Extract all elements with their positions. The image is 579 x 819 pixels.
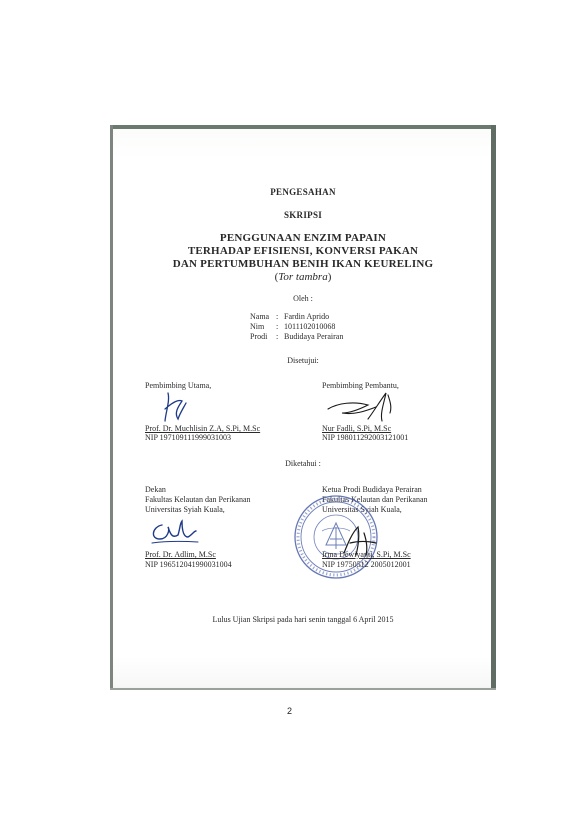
author-nim-row: [250, 322, 335, 332]
dean-signature-icon: [148, 517, 200, 547]
species-close-paren: ): [327, 271, 332, 283]
scan-edge-top: [110, 125, 496, 129]
species-line: [110, 271, 496, 284]
assistant-supervisor-role: Pembimbing Pembantu,: [322, 381, 399, 390]
species-name: Tor tambra: [278, 271, 328, 283]
dean-faculty: Fakultas Kelautan dan Perikanan: [145, 495, 251, 504]
dean-nip: NIP 196512041990031004: [145, 560, 232, 569]
program-head-faculty: Fakultas Kelautan dan Perikanan: [322, 495, 428, 504]
approved-label: Disetujui:: [287, 356, 319, 365]
author-name-row: [250, 312, 329, 322]
dean-university: Universitas Syiah Kuala,: [145, 505, 225, 514]
program-head-nip: NIP 19750512 2005012001: [322, 560, 411, 569]
program-head-role: Ketua Prodi Budidaya Perairan: [322, 485, 422, 494]
assistant-supervisor-name: Nur Fadli, S.Pi, M.Sc: [322, 424, 392, 433]
main-supervisor-signature-icon: [160, 389, 190, 425]
author-prodi-row: [250, 332, 343, 342]
dean-role: Dekan: [145, 485, 166, 494]
author-nim-colon: :: [276, 322, 279, 331]
by-label: Oleh :: [293, 294, 313, 303]
author-name-value: Fardin Aprido: [284, 312, 330, 321]
author-prodi-value: Budidaya Perairan: [284, 332, 344, 341]
dean-name: Prof. Dr. Adlim, M.Sc: [145, 550, 216, 559]
heading-skripsi: SKRIPSI: [283, 210, 323, 220]
author-nim-label: Nim: [250, 322, 265, 331]
main-supervisor-nip: NIP 197109111999031003: [145, 433, 231, 442]
scan-edge-bottom: [110, 688, 496, 690]
exam-note: Lulus Ujian Skripsi pada hari senin tanggal 6 April 2015: [212, 615, 394, 624]
species-open-paren: (: [274, 271, 279, 283]
assistant-supervisor-signature-icon: [324, 387, 404, 429]
program-head-university: Universitas Syiah Kuala,: [322, 505, 402, 514]
program-head-name: Irma Dewiyanti, S.Pi, M.Sc: [322, 550, 411, 559]
assistant-supervisor-nip: NIP 198011292003121001: [322, 433, 409, 442]
author-nim-value: 1011102010068: [284, 322, 336, 331]
scanned-page: [110, 125, 496, 690]
title-line-3: DAN PERTUMBUHAN BENIH IKAN KEURELING: [172, 258, 434, 270]
author-prodi-label: Prodi: [250, 332, 268, 341]
author-name-colon: :: [276, 312, 279, 321]
author-prodi-colon: :: [276, 332, 279, 341]
acknowledged-label: Diketahui :: [285, 459, 321, 468]
page-number: 2: [286, 706, 292, 716]
title-line-1: PENGGUNAAN ENZIM PAPAIN: [219, 232, 387, 244]
heading-pengesahan: PENGESAHAN: [270, 187, 336, 197]
title-line-2: TERHADAP EFISIENSI, KONVERSI PAKAN: [187, 245, 419, 257]
main-supervisor-role: Pembimbing Utama,: [145, 381, 212, 390]
main-supervisor-name: Prof. Dr. Muchlisin Z.A, S.Pi, M.Sc: [145, 424, 261, 433]
author-name-label: Nama: [250, 312, 270, 321]
